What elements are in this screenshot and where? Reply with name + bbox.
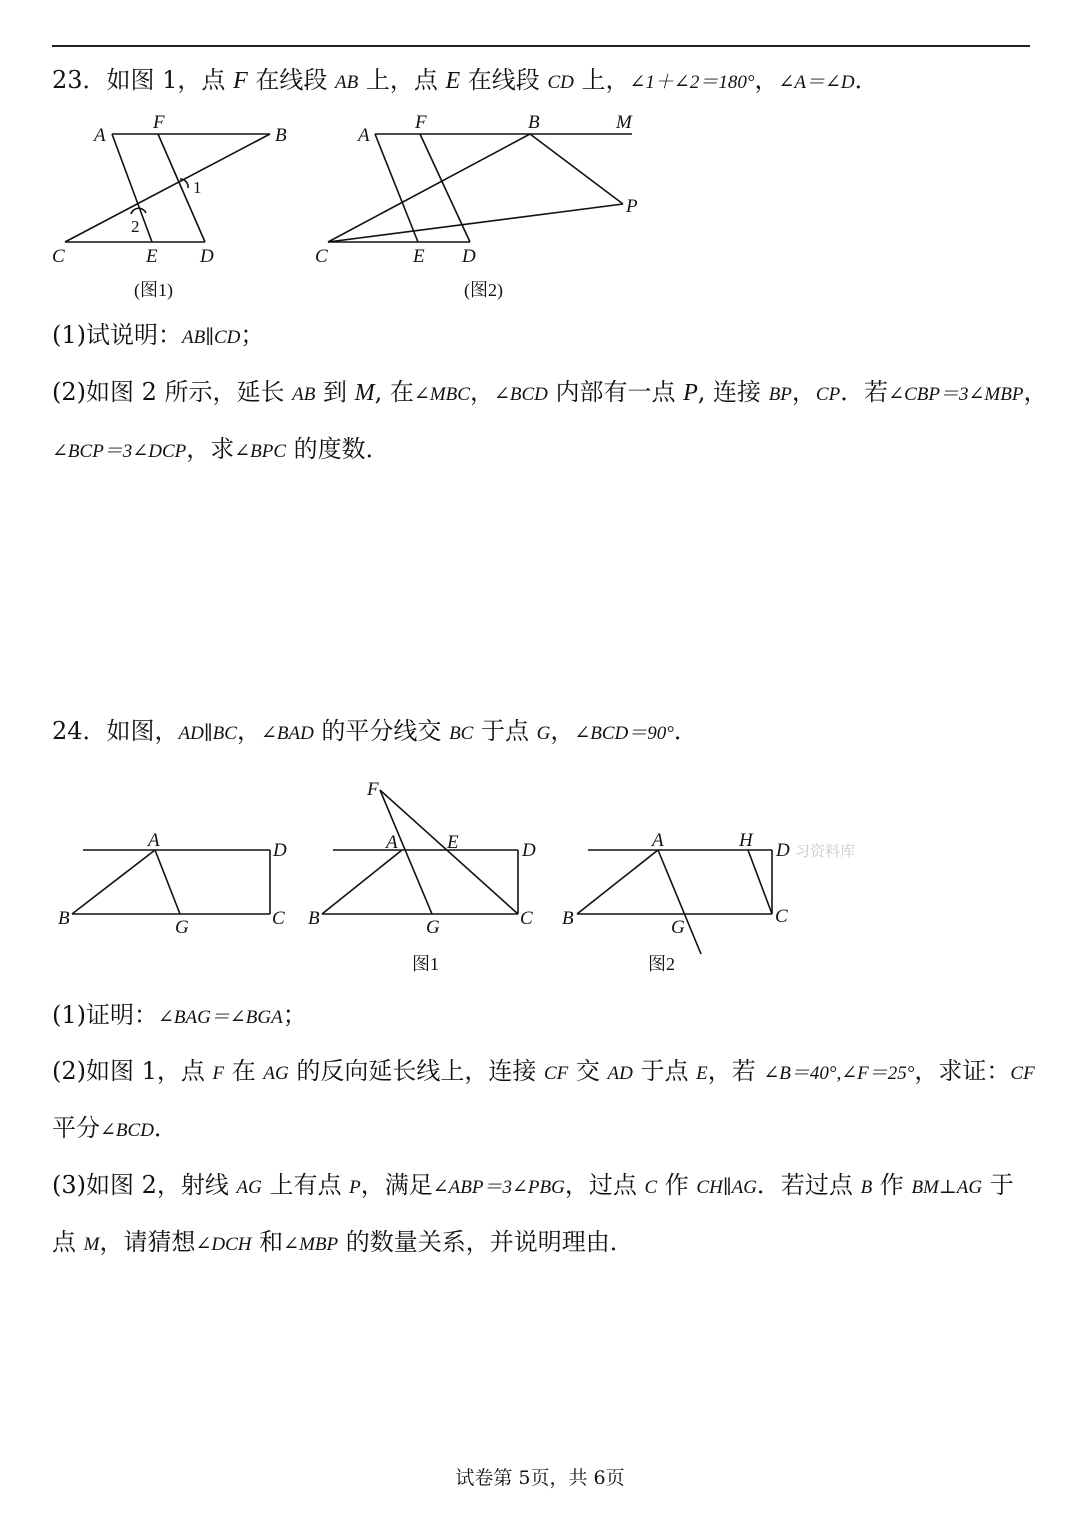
q23-part2-line1: (2)如图 2 所示，延长 AB 到 M, 在∠MBC，∠BCD 内部有一点 P, 连接 BP，CP．若∠CBP＝3∠MBP， <box>52 378 1048 406</box>
q24-fig2-caption: 图2 <box>648 954 675 974</box>
q23-part1: (1)试说明：AB∥CD； <box>52 321 265 349</box>
q23-part2-line2: ∠BCP＝3∠DCP，求∠BPC 的度数． <box>52 435 390 463</box>
label-D: D <box>776 840 790 861</box>
segment-BP <box>530 134 623 204</box>
label-D: D <box>200 246 214 267</box>
segment-AE <box>375 134 418 242</box>
q23-fig2 <box>328 134 632 242</box>
label-E: E <box>447 832 459 853</box>
q24-fig1-caption: 图1 <box>412 954 439 974</box>
label-P: P <box>626 196 638 217</box>
label-F: F <box>415 112 427 133</box>
q23-stem: 23．如图 1，点 F 在线段 AB 上，点 E 在线段 CD 上，∠1＋∠2＝180°，∠A＝∠D． <box>52 66 879 94</box>
segment-BA <box>577 850 658 914</box>
label-A: A <box>652 830 664 851</box>
label-A: A <box>358 125 370 146</box>
segment-AG <box>155 850 180 914</box>
ray-AG <box>658 850 701 954</box>
segment-CB <box>65 134 270 242</box>
label-C: C <box>315 246 328 267</box>
label-D: D <box>462 246 476 267</box>
segment-CP <box>328 204 623 242</box>
label-angle-1: 1 <box>193 178 202 197</box>
label-E: E <box>413 246 425 267</box>
label-B: B <box>308 908 320 929</box>
label-A: A <box>148 830 160 851</box>
segment-HC <box>748 850 772 914</box>
q24-part2-line1: (2)如图 1，点 F 在 AG 的反向延长线上，连接 CF 交 AD 于点 E，若 ∠B＝40°,∠F＝25°，求证：CF <box>52 1057 1035 1085</box>
q23-fig2-labels <box>315 112 638 267</box>
segment-BA <box>322 850 402 914</box>
label-angle-2: 2 <box>131 217 140 236</box>
angle-2-arc <box>131 208 146 214</box>
label-C: C <box>520 908 533 929</box>
label-D: D <box>273 840 287 861</box>
q23-fig1-labels <box>52 112 287 267</box>
q23-fig2-caption: (图2) <box>464 280 503 300</box>
q24-fig2-labels <box>562 830 790 938</box>
label-G: G <box>175 917 189 938</box>
q24-part2-line2: 平分∠BCD． <box>52 1114 178 1142</box>
page-footer: 试卷第 5页，共 6页 <box>455 1467 625 1489</box>
q23-fig1-caption: (图1) <box>134 280 173 300</box>
label-G: G <box>671 917 685 938</box>
label-B: B <box>562 908 574 929</box>
label-B: B <box>528 112 540 133</box>
segment-BA <box>72 850 155 914</box>
watermark: 习资料库 <box>795 842 856 860</box>
label-B: B <box>58 908 70 929</box>
q24-fig0 <box>72 850 270 914</box>
label-C: C <box>775 906 788 927</box>
q24-fig0-labels <box>58 830 287 938</box>
label-A: A <box>386 832 398 853</box>
label-F: F <box>367 779 379 800</box>
segment-CB <box>328 134 530 242</box>
q24-part1: (1)证明：∠BAG＝∠BGA； <box>52 1001 307 1029</box>
q24-fig1 <box>322 790 518 914</box>
label-D: D <box>522 840 536 861</box>
q24-part3-line2: 点 M，请猜想∠DCH 和∠MBP 的数量关系，并说明理由． <box>52 1228 634 1256</box>
label-B: B <box>275 125 287 146</box>
q23-fig1 <box>65 134 270 242</box>
label-H: H <box>739 830 753 851</box>
label-M: M <box>616 112 632 133</box>
label-C: C <box>52 246 65 267</box>
label-C: C <box>272 908 285 929</box>
label-F: F <box>153 112 165 133</box>
q24-fig2 <box>577 850 772 954</box>
label-G: G <box>426 917 440 938</box>
label-E: E <box>146 246 158 267</box>
q24-part3-line1: (3)如图 2，射线 AG 上有点 P，满足∠ABP＝3∠PBG，过点 C 作 CH∥AG．若过点 B 作 BM⊥AG 于 <box>52 1171 1014 1199</box>
q24-stem: 24．如图，AD∥BC，∠BAD 的平分线交 BC 于点 G，∠BCD＝90°． <box>52 717 698 745</box>
label-A: A <box>94 125 106 146</box>
